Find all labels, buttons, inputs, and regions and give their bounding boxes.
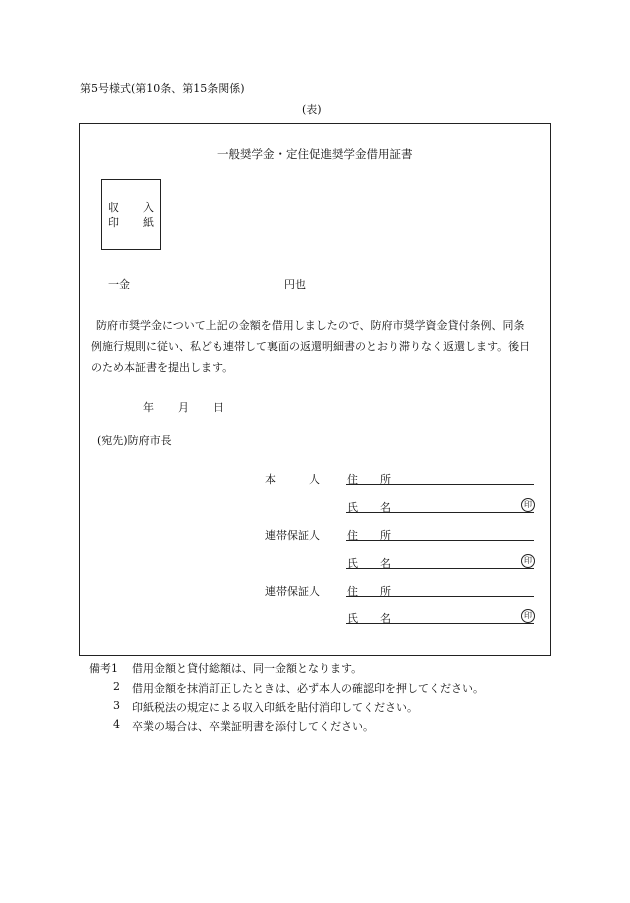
amount-suffix: 円也 [284,278,306,291]
signer-role: 連帯保証人 [265,585,320,598]
body-line: のため本証書を提出します。 [91,361,234,374]
stamp-char: 紙 [143,216,154,229]
body-line: 例施行規則に従い、私ども連帯して裏面の返還明細書のとおり滞りなく返還します。後日 [91,340,531,353]
address-line[interactable] [346,484,534,485]
address-label: 住 所 [347,473,391,486]
side-label: (表) [302,103,322,116]
date-year: 年 [143,401,154,414]
note-number: 4 [113,718,120,731]
address-label: 住 所 [347,585,391,598]
note-text: 印紙税法の規定による収入印紙を貼付消印してください。 [132,701,418,714]
form-number: 第5号様式(第10条、第15条関係) [80,82,245,95]
name-line[interactable] [346,512,534,513]
body-text [91,315,541,378]
note-text: 借用金額を抹消訂正したときは、必ず本人の確認印を押してください。 [132,682,484,695]
name-line[interactable] [346,623,534,624]
body-line: 防府市奨学金について上記の金額を借用しましたので、防府市奨学資金貸付条例、同条 [96,319,525,332]
address-line[interactable] [346,596,534,597]
note-text: 借用金額と貸付総額は、同一金額となります。 [132,662,363,675]
address-label: 住 所 [347,529,391,542]
name-label: 氏 名 [347,612,391,625]
note-number: 3 [113,699,120,712]
address-line[interactable] [346,540,534,541]
amount-prefix: 一金 [108,278,130,291]
name-line[interactable] [346,568,534,569]
certificate-title: 一般奨学金・定住促進奨学金借用証書 [217,147,413,161]
stamp-char: 収 [108,201,119,214]
note-text: 卒業の場合は、卒業証明書を添付してください。 [132,720,374,733]
signer-role: 連帯保証人 [265,529,320,542]
date-month: 月 [178,401,189,414]
signer-role: 本 人 [265,473,320,486]
note-number: 2 [113,680,120,693]
stamp-char: 印 [108,216,119,229]
notes-heading: 備考1 [89,662,118,675]
seal-mark: 印 [521,498,535,512]
name-label: 氏 名 [347,501,391,514]
seal-mark: 印 [521,609,535,623]
seal-mark: 印 [521,554,535,568]
date-day: 日 [213,401,224,414]
addressee: (宛先)防府市長 [97,434,172,447]
stamp-char: 入 [143,201,154,214]
name-label: 氏 名 [347,557,391,570]
